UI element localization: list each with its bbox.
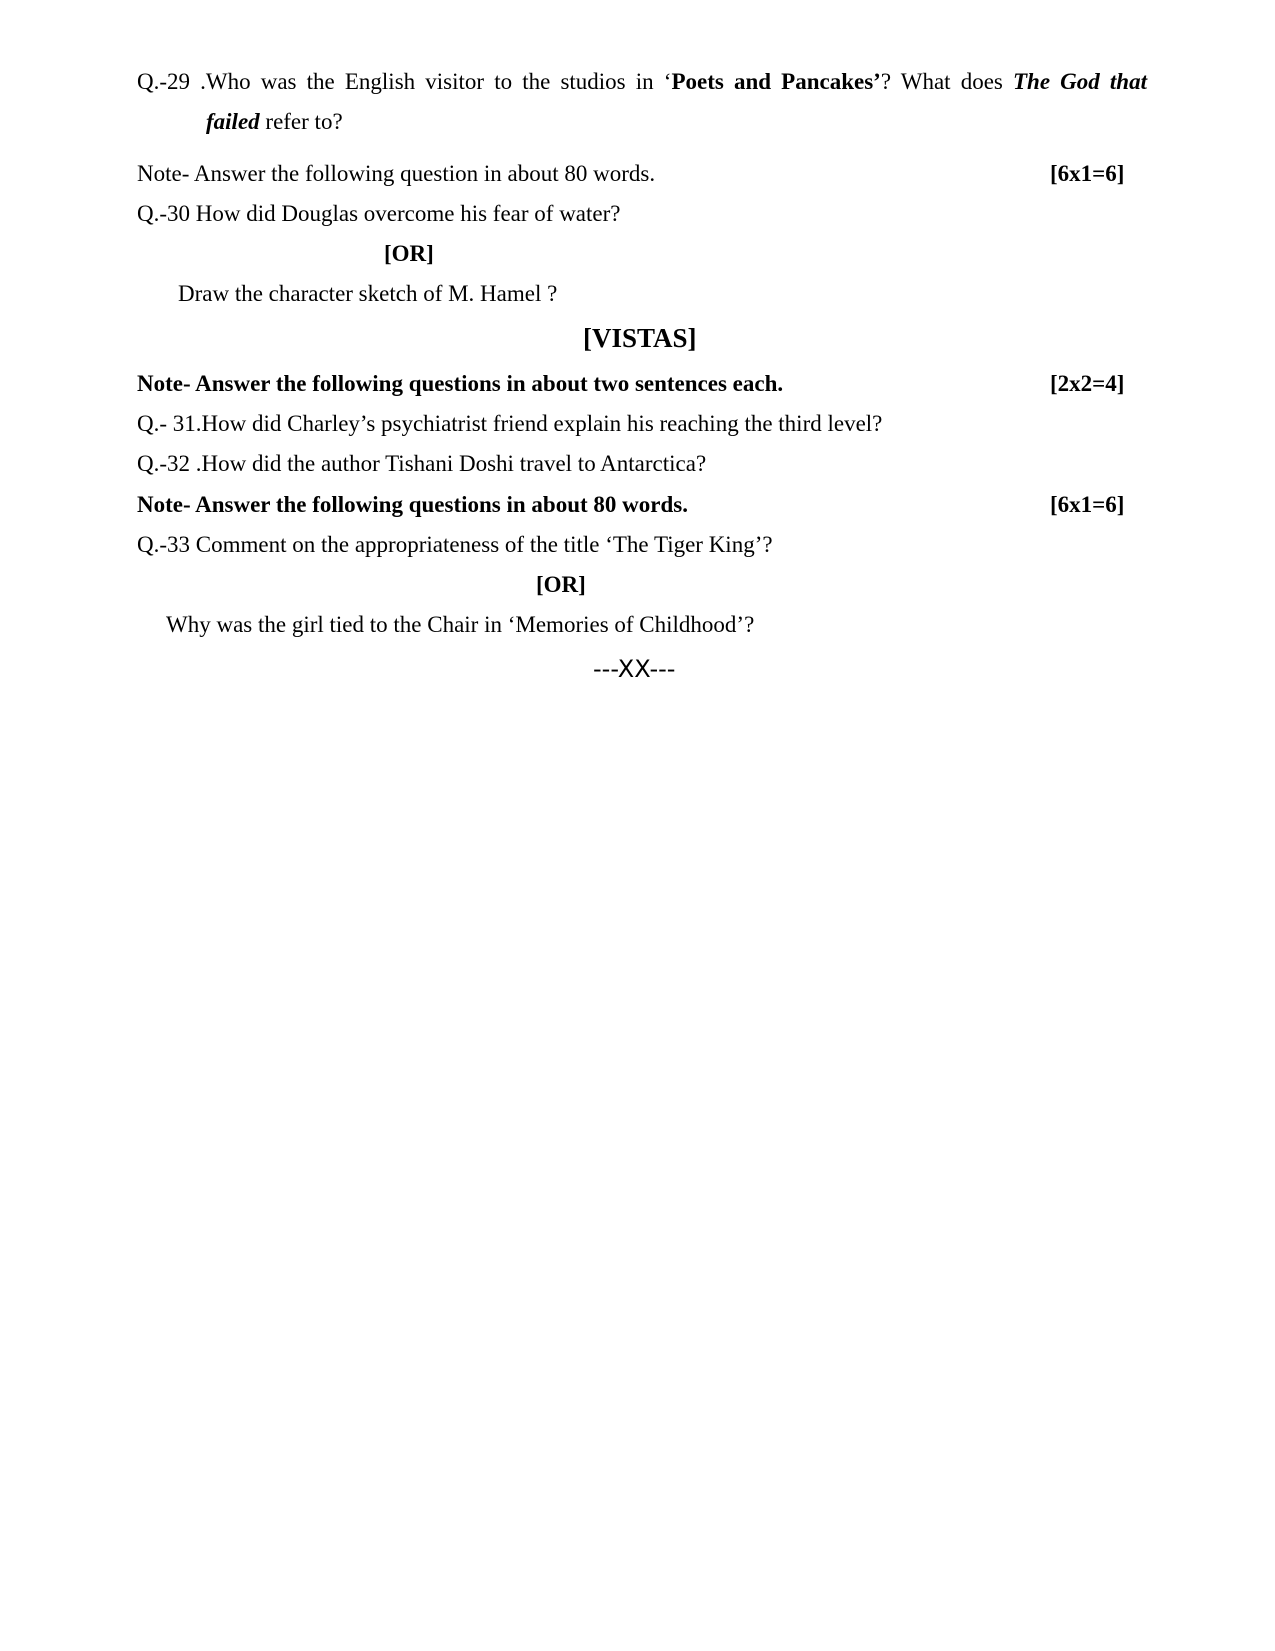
note-prose-question: Note- Answer the following question in about 80 words.	[137, 161, 656, 186]
question-33-alternative: Why was the girl tied to the Chair in ‘Memories of Childhood’?	[166, 612, 755, 637]
note-short-answer: Note- Answer the following questions in about two sentences each.	[137, 371, 784, 396]
q29-title-bold: Poets and Pancakes’	[671, 69, 881, 94]
question-30: Q.-30 How did Douglas overcome his fear of water?	[137, 201, 621, 226]
marks-note-3: [6x1=6]	[1050, 492, 1125, 517]
section-heading-vistas: [VISTAS]	[583, 323, 697, 353]
q29-book-title-italic: The God that	[1012, 69, 1147, 94]
marks-note-2: [2x2=4]	[1050, 371, 1125, 396]
question-32: Q.-32 .How did the author Tishani Doshi travel to Antarctica?	[137, 451, 707, 476]
question-29-line-1	[137, 68, 1147, 96]
or-divider-q30: [OR]	[384, 241, 434, 266]
question-33: Q.-33 Comment on the appropriateness of the title ‘The Tiger King’?	[137, 532, 773, 557]
end-of-paper-mark: ---XX---	[593, 655, 676, 683]
note-long-answer: Note- Answer the following questions in about 80 words.	[137, 492, 688, 517]
question-31: Q.- 31.How did Charley’s psychiatrist friend explain his reaching the third level?	[137, 411, 883, 436]
marks-note-1: [6x1=6]	[1050, 161, 1125, 186]
q29-book-title-italic-cont: failed	[206, 109, 260, 134]
question-29-line-2	[206, 108, 343, 136]
question-30-alternative: Draw the character sketch of M. Hamel ?	[178, 281, 558, 306]
q29-text-part-1: Q.-29 .Who was the English visitor to the studios in ‘	[137, 69, 672, 94]
q29-text-part-3: refer to?	[259, 109, 343, 134]
q29-text-part-2: ? What does	[880, 69, 1013, 94]
or-divider-q33: [OR]	[536, 572, 586, 597]
